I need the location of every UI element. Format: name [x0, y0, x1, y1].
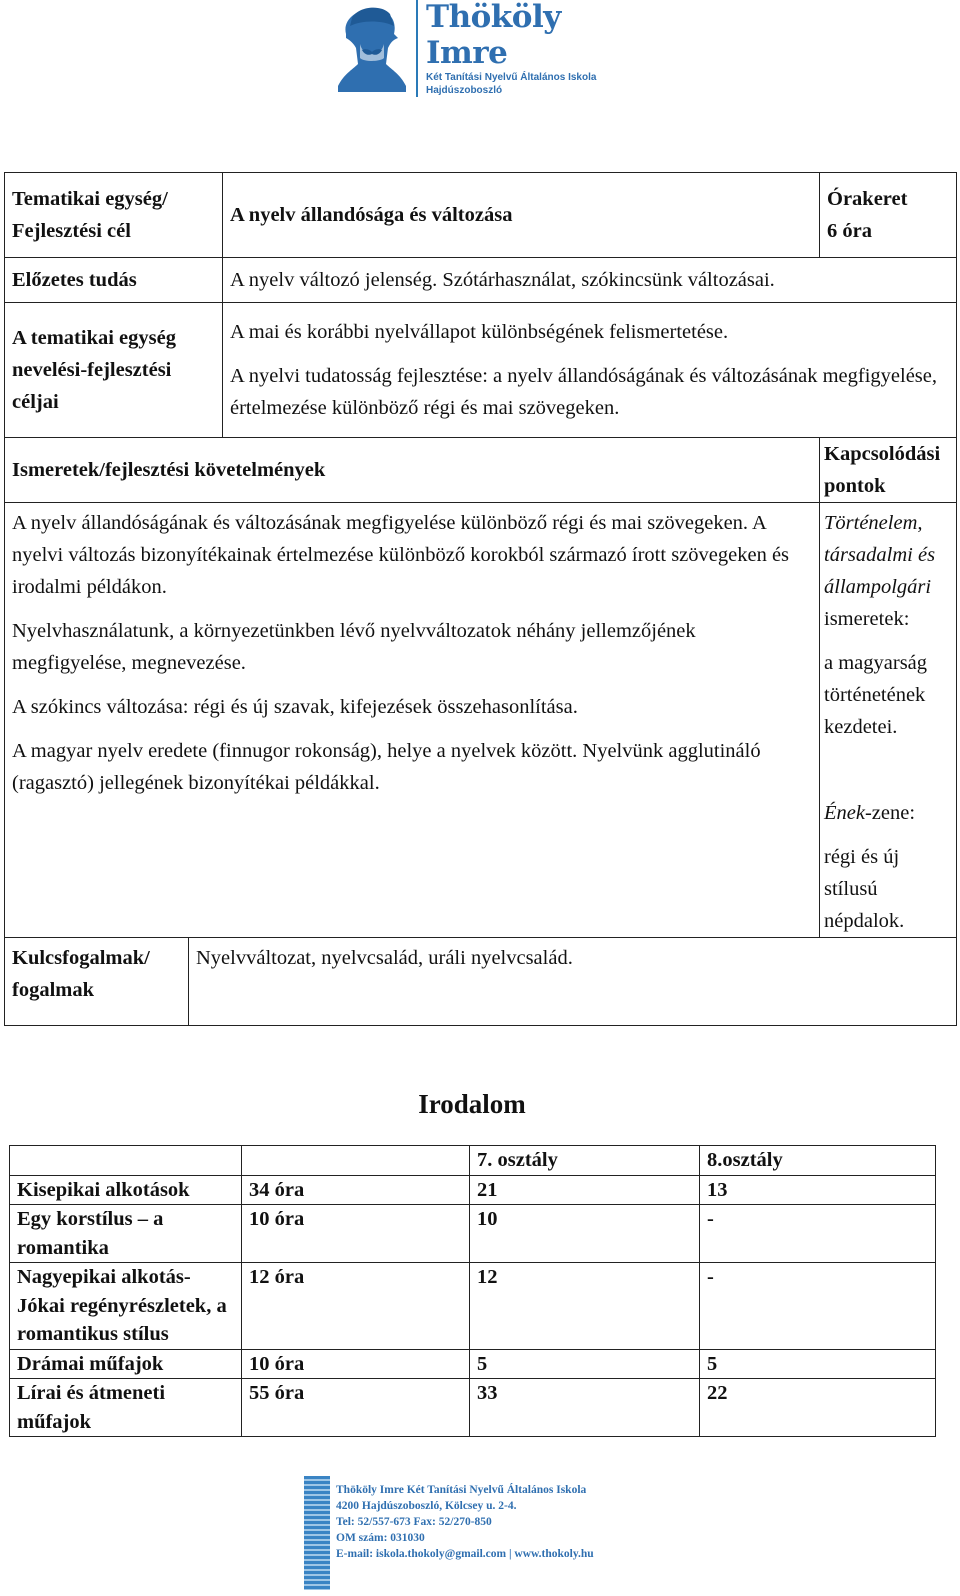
grade-8-hours: -	[700, 1205, 936, 1263]
goals-label: A tematikai egység nevelési-fejlesztési céljai	[5, 303, 223, 438]
topic-name: Drámai műfajok	[10, 1349, 242, 1379]
footer-phone: Tel: 52/557-673 Fax: 52/270-850	[336, 1516, 492, 1528]
requirement-item: Nyelvhasználatunk, a környezetünkben lévő nyelvváltozatok néhány jellemzőjének megfigyelése, megnevezése.	[12, 620, 696, 674]
unit-label: Tematikai egység/ Fejlesztési cél	[5, 173, 223, 258]
logo-text-block	[416, 0, 604, 97]
table-row	[10, 1349, 936, 1379]
link-1-suffix: ismeretek:	[824, 608, 910, 630]
table-row	[10, 1175, 936, 1205]
grade-7-hours: 21	[470, 1175, 700, 1205]
footer-om: OM szám: 031030	[336, 1532, 425, 1544]
hours-label: Órakeret	[827, 188, 908, 210]
topic-name: Lírai és átmeneti műfajok	[10, 1379, 242, 1437]
grade-8-hours: -	[700, 1263, 936, 1350]
goal-2: A nyelvi tudatosság fejlesztése: a nyelv állandóságának és változásának megfigyelése, értelmezése különböző régi és mai szövegeken.	[230, 365, 937, 419]
prior-knowledge-label: Előzetes tudás	[5, 258, 223, 303]
link-2-suffix: -zene:	[864, 802, 916, 824]
grade-7-hours: 12	[470, 1263, 700, 1350]
footer-address: 4200 Hajdúszoboszló, Kölcsey u. 2-4.	[336, 1500, 517, 1512]
grade-7-header: 7. osztály	[470, 1146, 700, 1176]
grade-8-header: 8.osztály	[700, 1146, 936, 1176]
portrait-logo-icon	[332, 4, 410, 92]
table-header-row	[10, 1146, 936, 1176]
table-row	[5, 438, 957, 503]
link-1-text: a magyarság történetének kezdetei.	[824, 652, 928, 738]
link-2-text: régi és új stílusú népdalok.	[824, 846, 905, 932]
requirements-cell	[5, 503, 820, 938]
topic-name: Egy korstílus – a romantika	[10, 1205, 242, 1263]
footer-school-name: Thököly Imre Két Tanítási Nyelvű Általános Iskola	[336, 1484, 587, 1496]
key-concepts-value: Nyelvváltozat, nyelvcsalád, uráli nyelvcsalád.	[189, 938, 957, 1026]
table-row	[10, 1205, 936, 1263]
footer-contact	[304, 1476, 618, 1590]
unit-title: A nyelv állandósága és változása	[223, 173, 820, 258]
grade-8-hours: 5	[700, 1349, 936, 1379]
empty-header-cell	[242, 1146, 470, 1176]
hours-value: 6 óra	[827, 220, 872, 242]
key-concepts-label: Kulcsfogalmak/ fogalmak	[5, 938, 189, 1026]
grade-8-hours: 22	[700, 1379, 936, 1437]
grade-8-hours: 13	[700, 1175, 936, 1205]
table-row	[5, 258, 957, 303]
prior-knowledge-value: A nyelv változó jelenség. Szótárhasználat, szókincsünk változásai.	[223, 258, 957, 303]
table-row	[5, 173, 957, 258]
footer-email[interactable]: E-mail: iskola.thokoly@gmail.com | www.thokoly.hu	[336, 1548, 594, 1560]
table-row	[5, 938, 957, 1026]
grade-7-hours: 10	[470, 1205, 700, 1263]
empty-header-cell	[10, 1146, 242, 1176]
links-cell	[820, 503, 957, 938]
topic-name: Nagyepikai alkotás- Jókai regényrészletek, a romantikus stílus	[10, 1263, 242, 1350]
goal-1: A mai és korábbi nyelvállapot különbségének felismertetése.	[230, 321, 729, 343]
footer-text	[336, 1476, 594, 1590]
link-2-heading	[824, 797, 952, 829]
link-1-heading	[824, 507, 952, 635]
grade-7-hours: 5	[470, 1349, 700, 1379]
section-title: Irodalom	[418, 1089, 526, 1119]
footer-stripe-icon	[304, 1476, 330, 1590]
links-header: Kapcsolódási pontok	[820, 438, 957, 503]
table-row	[5, 503, 957, 938]
logo-subtitle: Két Tanítási Nyelvű Általános Iskola	[426, 72, 597, 83]
requirement-item: A nyelv állandóságának és változásának megfigyelése különböző régi és mai szövegeken. A nyelvi változás bizonyítékainak értelmezése különböző korokból származó írott szövegeken és irodalmi példákon.	[12, 512, 790, 598]
requirement-item: A szókincs változása: régi és új szavak, kifejezések összehasonlítása.	[12, 696, 578, 718]
logo-town: Hajdúszoboszló	[426, 85, 503, 96]
grade-7-hours: 33	[470, 1379, 700, 1437]
table-row	[10, 1263, 936, 1350]
topic-hours: 55 óra	[242, 1379, 470, 1437]
table-row	[5, 303, 957, 438]
link-2-subject: Ének	[824, 802, 865, 824]
goals-value	[223, 303, 957, 438]
school-logo	[332, 2, 604, 94]
topic-hours: 12 óra	[242, 1263, 470, 1350]
logo-name: Thököly Imre	[426, 0, 561, 71]
requirements-header: Ismeretek/fejlesztési követelmények	[5, 438, 820, 503]
topic-hours: 34 óra	[242, 1175, 470, 1205]
requirement-item: A magyar nyelv eredete (finnugor rokonság), helye a nyelvek között. Nyelvünk agglutináló (ragasztó) jellegének bizonyítékai példákkal.	[12, 740, 761, 794]
topic-name: Kisepikai alkotások	[10, 1175, 242, 1205]
topic-hours: 10 óra	[242, 1349, 470, 1379]
hours-cell	[820, 173, 957, 258]
link-1-subject: Történelem, társadalmi és állampolgári	[824, 512, 936, 598]
curriculum-table	[4, 172, 957, 1026]
topic-hours: 10 óra	[242, 1205, 470, 1263]
table-row	[10, 1379, 936, 1437]
literature-hours-table	[9, 1145, 936, 1437]
